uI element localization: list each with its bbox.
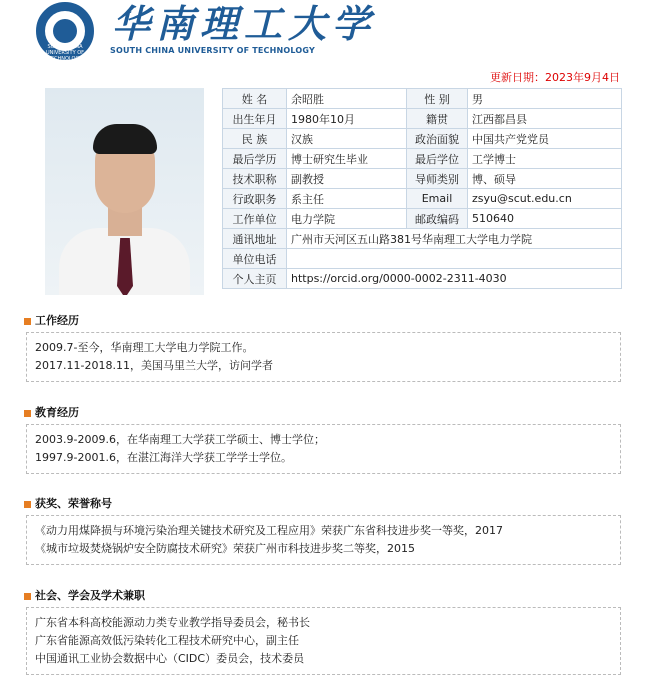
profile-row-homepage	[223, 269, 622, 289]
section-line: 2003.9-2009.6，在华南理工大学获工学硕士、博士学位；	[35, 433, 325, 446]
profile-row	[223, 129, 622, 149]
address-value: 广州市天河区五山路381号华南理工大学电力学院	[287, 229, 622, 249]
field-label: 工作单位	[223, 209, 287, 229]
section-box	[26, 515, 621, 565]
section-line: 广东省本科高校能源动力类专业教学指导委员会，秘书长	[35, 616, 310, 629]
section-line: 《动力用煤降损与环境污染治理关键技术研究及工程应用》荣获广东省科技进步奖一等奖，2017	[35, 524, 503, 537]
address-label: 通讯地址	[223, 229, 287, 249]
bullet-square-icon	[24, 501, 31, 508]
field-label: Email	[407, 189, 468, 209]
profile-row	[223, 149, 622, 169]
section-title	[24, 404, 79, 420]
field-label: 行政职务	[223, 189, 287, 209]
field-value: 系主任	[287, 189, 407, 209]
section-title	[24, 495, 112, 511]
university-logo-cn: 华南理工大学	[112, 1, 377, 46]
field-value: 汉族	[287, 129, 407, 149]
field-value: 博、硕导	[468, 169, 622, 189]
field-value: 中国共产党党员	[468, 129, 622, 149]
section-title	[24, 312, 79, 328]
field-value: zsyu@scut.edu.cn	[468, 189, 622, 209]
field-value: 江西都昌县	[468, 109, 622, 129]
bullet-square-icon	[24, 593, 31, 600]
section-title-text: 获奖、荣誉称号	[35, 497, 112, 510]
update-date: 更新日期：2023年9月4日	[490, 71, 620, 84]
profile-row	[223, 89, 622, 109]
section-line: 广东省能源高效低污染转化工程技术研究中心，副主任	[35, 634, 299, 647]
profile-photo	[45, 88, 204, 295]
section-title-text: 社会、学会及学术兼职	[35, 589, 145, 602]
section-box	[26, 332, 621, 382]
field-label: 籍贯	[407, 109, 468, 129]
homepage-value[interactable]: https://orcid.org/0000-0002-2311-4030	[287, 269, 622, 289]
field-label: 姓 名	[223, 89, 287, 109]
field-label: 民 族	[223, 129, 287, 149]
field-label: 性 别	[407, 89, 468, 109]
field-label: 最后学位	[407, 149, 468, 169]
section-line: 中国通讯工业协会数据中心（CIDC）委员会，技术委员	[35, 652, 305, 665]
field-value: 博士研究生毕业	[287, 149, 407, 169]
profile-row-phone	[223, 249, 622, 269]
profile-row	[223, 169, 622, 189]
section-box	[26, 607, 621, 675]
field-label: 出生年月	[223, 109, 287, 129]
field-value: 男	[468, 89, 622, 109]
page-header	[0, 0, 650, 65]
homepage-label: 个人主页	[223, 269, 287, 289]
field-label: 技术职称	[223, 169, 287, 189]
phone-value	[287, 249, 622, 269]
bullet-square-icon	[24, 410, 31, 417]
profile-row	[223, 189, 622, 209]
section-line: 2017.11-2018.11，美国马里兰大学，访问学者	[35, 359, 273, 372]
field-label: 邮政编码	[407, 209, 468, 229]
section-line: 1997.9-2001.6，在湛江海洋大学获工学学士学位。	[35, 451, 292, 464]
field-value: 副教授	[287, 169, 407, 189]
bullet-square-icon	[24, 318, 31, 325]
field-label: 政治面貌	[407, 129, 468, 149]
field-value: 510640	[468, 209, 622, 229]
phone-label: 单位电话	[223, 249, 287, 269]
section-line: 《城市垃圾焚烧锅炉安全防腐技术研究》荣获广州市科技进步奖二等奖，2015	[35, 542, 415, 555]
field-value: 电力学院	[287, 209, 407, 229]
profile-row	[223, 209, 622, 229]
section-line: 2009.7-至今，华南理工大学电力学院工作。	[35, 341, 254, 354]
field-value: 1980年10月	[287, 109, 407, 129]
section-title	[24, 587, 145, 603]
profile-table	[222, 88, 622, 289]
profile-row-address	[223, 229, 622, 249]
seal-text: SOUTH CHINA UNIVERSITY OF TECHNOLOGY	[45, 44, 85, 62]
section-title-text: 工作经历	[35, 314, 79, 327]
field-label: 导师类别	[407, 169, 468, 189]
university-logo-en: SOUTH CHINA UNIVERSITY OF TECHNOLOGY	[110, 46, 316, 55]
section-box	[26, 424, 621, 474]
field-label: 最后学历	[223, 149, 287, 169]
section-title-text: 教育经历	[35, 406, 79, 419]
field-value: 余昭胜	[287, 89, 407, 109]
university-seal-icon	[36, 2, 94, 60]
field-value: 工学博士	[468, 149, 622, 169]
profile-row	[223, 109, 622, 129]
